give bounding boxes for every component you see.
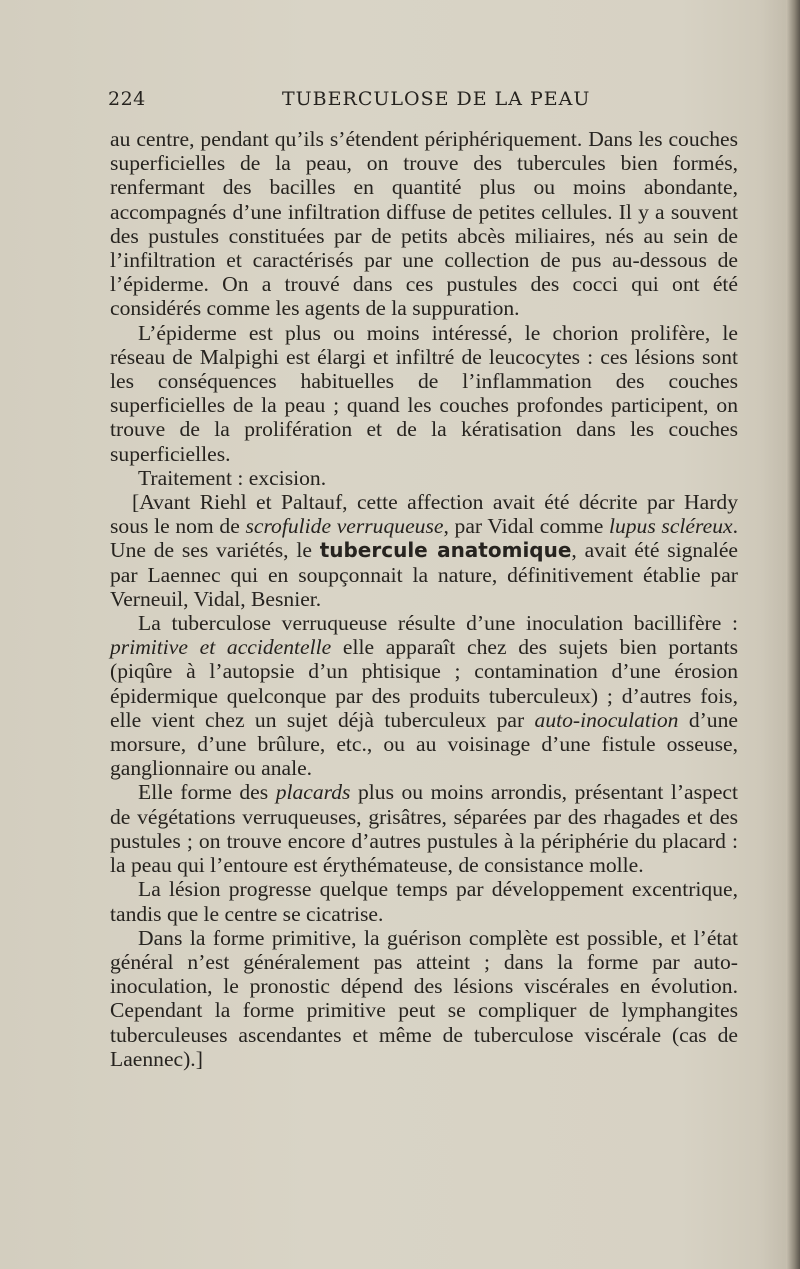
paragraph-5: [110, 611, 738, 780]
paragraph-6-text-a: Elle forme des: [138, 780, 276, 805]
body-text: [110, 127, 738, 1071]
term-lupus-scléreux: lupus scléreux: [608, 514, 733, 539]
paragraph-4-text-g: , avait été signalée par Laennec qui en soupçonnait la nature, définitivement établie par Verneuil, Vidal, Besnier.: [110, 538, 738, 611]
paragraph-4-text-a: [Avant Riehl et Paltauf, cette affection avait été décrite par Hardy sous le nom de: [110, 490, 738, 539]
paragraph-6: [110, 780, 738, 877]
page-header: [108, 88, 748, 118]
term-scrofulide-verruqueuse: scrofulide verruqueuse: [245, 514, 444, 539]
paragraph-6-text-c: plus ou moins arrondis, présentant l’aspect de végétations verruqueuses, grisâtres, séparées par des rhagades et des pustules ; on trouve encore d’autres pustules à la périphérie du placard : la peau qui l’entoure est érythémateuse, de consistance molle.: [110, 780, 738, 878]
running-title: TUBERCULOSE DE LA PEAU: [282, 88, 591, 110]
term-auto-inoculation: auto-inoculation: [534, 707, 679, 732]
term-placards: placards: [275, 780, 351, 805]
paragraph-5-text-c: elle apparaît chez des sujets bien portants (piqûre à l’autopsie d’un phtisique ; contamination d’une érosion épidermique quelconque par des produits tuberculeux) ; d’autres fois, elle vient chez un sujet déjà tuberculeux par: [110, 635, 738, 732]
paragraph-2: L’épiderme est plus ou moins intéressé, le chorion prolifère, le réseau de Malpighi est élargi et infiltré de leucocytes : ces lésions sont les conséquences habituelles de l’inflammation des couches superficielles de la peau ; quand les couches profondes participent, on trouve de la prolifération et de la kératisation dans les couches superficielles.: [110, 320, 738, 466]
paragraph-5-text-a: La tuberculose verruqueuse résulte d’une inoculation bacillifère :: [138, 611, 738, 636]
term-tubercule-anatomique: tubercule anatomique: [319, 538, 572, 563]
book-spine-shadow: [786, 0, 800, 1269]
paragraph-1: au centre, pendant qu’ils s’étendent périphériquement. Dans les couches superficielles de la peau, on trouve des tubercules bien formés, renfermant des bacilles en quantité plus ou moins abondante, accompagnés d’une infiltration diffuse de petites cellules. Il y a souvent des pustules constituées par de petits abcès miliaires, nés au sein de l’infiltration et caractérisés par une collection de pus au-dessous de l’épiderme. On a trouvé dans ces pustules des cocci qui ont été considérés comme les agents de la suppuration.: [110, 127, 738, 321]
paragraph-8: Dans la forme primitive, la guérison complète est possible, et l’état général n’est généralement pas atteint ; dans la forme par auto-inoculation, le pronostic dépend des lésions viscérales en évolution. Cependant la forme primitive peut se compliquer de lymphangites tuberculeuses ascendantes et même de tuberculose viscérale (cas de Laennec).]: [110, 925, 738, 1071]
paragraph-7: La lésion progresse quelque temps par développement excentrique, tandis que le centre se cicatrise.: [110, 877, 738, 926]
page-number: 224: [108, 88, 146, 110]
paragraph-4: [110, 490, 738, 611]
paragraph-4-text-c: , par Vidal comme: [443, 514, 609, 539]
term-primitive-et-accidentelle: primitive et accidentelle: [110, 635, 332, 660]
paragraph-4-text-e: . Une de ses variétés, le: [110, 514, 738, 563]
paragraph-3: Traitement : excision.: [138, 465, 327, 490]
paragraph-5-text-e: d’une morsure, d’une brûlure, etc., ou au voisinage d’une fistule osseuse, ganglionnaire ou anale.: [110, 707, 738, 781]
